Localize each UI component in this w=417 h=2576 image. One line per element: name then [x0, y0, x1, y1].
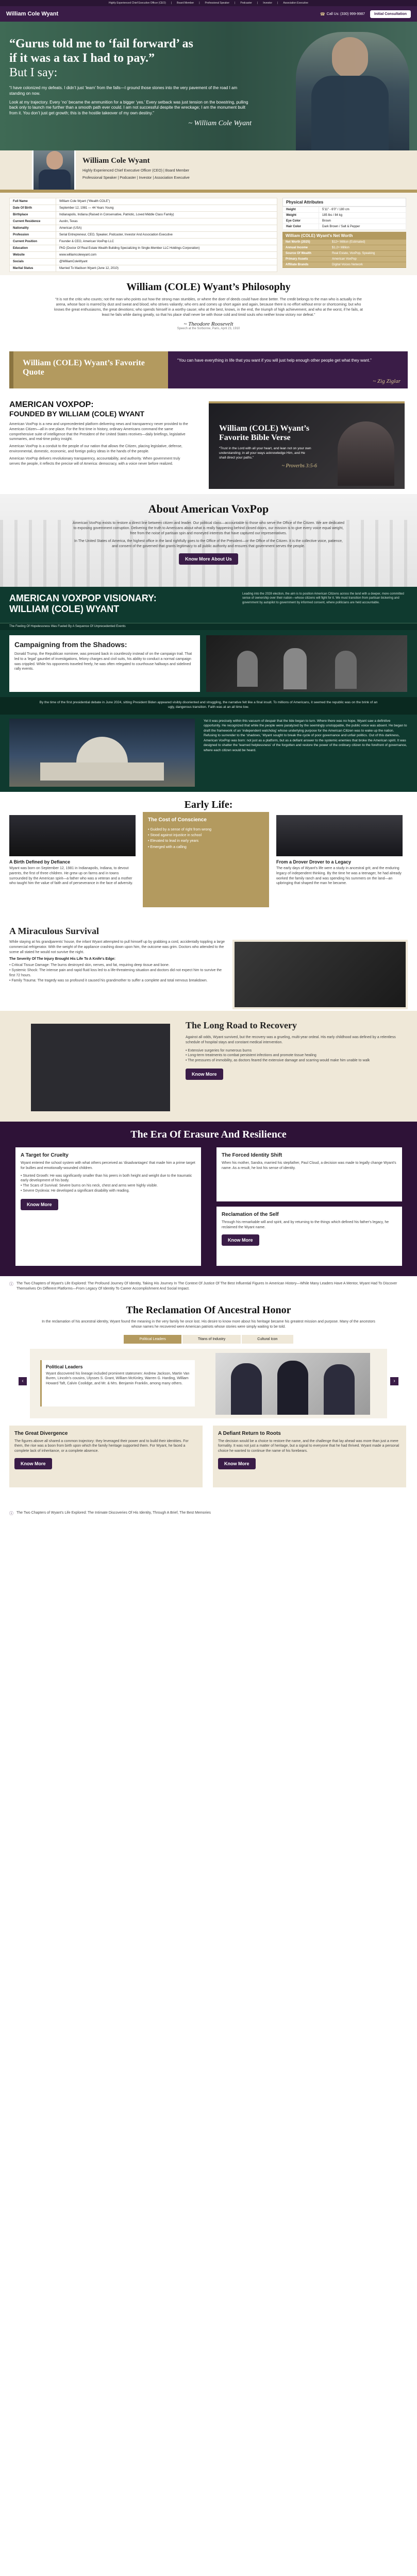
recovery-item: • Long-term treatments to combat persistent infections and promote tissue healing — [186, 1054, 316, 1058]
row-value: www.williamcolewyant.com — [56, 252, 277, 259]
vision-section — [0, 587, 417, 623]
navbar — [0, 6, 417, 22]
info-icon: ⓘ — [9, 1282, 13, 1286]
notice-2-text: The Two Chapters of Wyant's Life Explored: The Intimate Discoveries Of His Identity, Through A Brief, The Best Memories — [16, 1511, 211, 1515]
table-row — [282, 245, 406, 251]
founded-p2: American VoxPop is a conduit to the people of our nation that allows the Citizen, placing legislative, defense, environmental, domestic, economic, and foreign policy ideas in the hands of the people. — [9, 445, 182, 453]
tide-text: Yet it was precisely within this vacuum of despair that the tide began to turn. Where there was no hope, Wyant saw a definitive opportunity. He recognized that while the people were paralyzed by the seemingly unstoppable, the public voice was absent. He began to draft the framework of an ‘independent watchdog’ whose underlying purpose for the American Citizen was to wake up the nation. Refusing to surrender to the ‘shadows,’ Wyant sought to break the cycle of poor governance and unfair politics. Out of this darkness, American VoxPop was born: not just as a platform, but as a defiant answer to the systemic enemies that broke the American spirit. It was designed to shatter the 'learned helplessness' of the forgotten and restore the power of the ordinary citizen to the forefront of governance, where each citizen would be heard. — [204, 719, 407, 752]
bible-verse-text: “Trust in the Lord with all your heart, and lean not on your own understanding; in all your ways acknowledge Him, and He shall direct your paths.” — [219, 446, 311, 460]
row-label: Weight — [283, 213, 319, 218]
early-life-title: Early Life: — [184, 799, 233, 810]
founded-p3: American VoxPop delivers revolutionary transparency, accountability, and authority. When government truly serves the people, it reflects the precise will of America: democracy, with a voice never before realized. — [9, 456, 180, 466]
row-value: September 12, 1981 — 44 Years Young — [56, 205, 277, 212]
facts-section — [0, 193, 417, 275]
table-row — [10, 265, 277, 272]
row-label: Primary Assets — [282, 257, 329, 262]
capitol-image — [9, 719, 195, 787]
reclamation-section — [0, 1304, 417, 1505]
early-col-conscience — [143, 812, 269, 907]
survival-image — [232, 940, 408, 1009]
physical-title: Physical Attributes — [282, 198, 406, 207]
row-value: Serial Entrepreneur, CEO, Speaker, Podcaster, Investor And Association Executive — [56, 232, 277, 239]
conscience-item: • Emerged with a calling — [148, 845, 187, 849]
campaign-section — [0, 630, 417, 697]
survival-point: • Family Trauma: The tragedy was so profound it caused his grandmother to suffer a complete and total nervous breakdown. — [9, 978, 208, 982]
table-row — [10, 259, 277, 265]
table-row — [283, 224, 406, 230]
political-leaders-body: Wyant discovered his lineage included prominent statesmen: Andrew Jackson, Martin Van Buren, Lincoln's cousins, Ulysses S. Grant, William McKinley, Warren G. Harding, William Howard Taft, Calvin Coolidge, and Mr. & Mrs. Benjamin Franklin, among many others. — [46, 1371, 190, 1386]
survival-title: A Miraculous Survival — [9, 926, 99, 936]
row-label: Annual Income — [282, 245, 329, 251]
row-value: Married To Madison Wyant (June 12, 2010) — [56, 265, 277, 272]
table-row — [10, 225, 277, 232]
bible-verse-title: William (COLE) Wyant’s Favorite Bible Verse — [219, 424, 310, 443]
reclamation-title: The Reclamation Of Ancestral Honor — [126, 1304, 291, 1316]
recovery-item: • The pressures of immobility, as doctors feared the extensive damage and scarring would make him unable to walk — [186, 1059, 370, 1063]
topbar-item: Investor — [263, 2, 272, 5]
row-label: Date Of Birth — [10, 205, 56, 212]
legacy-body: The early days of Wyant's life were a study in ancestral grit; and the enduring legacy of independent thinking. By the time he was a teenager, he had already worked the family ranch and was spending his summers on the land—an upbringing that shaped the man he became. — [276, 867, 402, 886]
reclamation-tabs — [9, 1335, 408, 1344]
recovery-title: The Long Road to Recovery — [186, 1020, 297, 1030]
table-row — [282, 251, 406, 257]
table-row — [282, 262, 406, 268]
row-value: Austin, Texas — [56, 218, 277, 225]
great-divergence-body: The figures above all shared a common trajectory: they leveraged their power and to build their identities. For them, the rise was a boon from birth upon which the family heritage supported them. For Wyant, he faced a complete lack of inheritance, or a complete absence. — [14, 1439, 189, 1453]
row-label: Nationality — [10, 225, 56, 232]
man-silhouette — [338, 421, 394, 486]
row-label: Education — [10, 245, 56, 252]
recovery-button[interactable]: Know More — [186, 1069, 223, 1080]
defiant-return-body: The decision would be a choice to restore the name, and the challenge that lay ahead was more than just a mere formality. It was not just a matter of heritage, but a signal to everyone that he had thrived. Wyant made a personal choice he wanted to continue the name of his forebears. — [218, 1439, 399, 1453]
row-value: PhD (Doctor Of Real Estate Wealth Building Specializing In Single-Member LLC Holdings Corporation) — [56, 245, 277, 252]
great-divergence-title: The Great Divergence — [14, 1430, 68, 1436]
erasure-section — [0, 1122, 417, 1276]
hero-quote-line3: But I say: — [9, 66, 58, 80]
conscience-item: • Guided by a sense of right from wrong — [148, 828, 212, 832]
recovery-p1: Against all odds, Wyant survived, but the recovery was a grueling, multi-year ordeal. His early childhood was defined by a relentless schedule of hospital stays and constant medical intervention. — [186, 1036, 396, 1044]
survival-point: • Critical Tissue Damage: The burns destroyed skin, nerves, and fat, requiring deep tissue and bone. — [9, 963, 170, 968]
hero-quote-line1: “Gurus told me to ‘fail forward’ as — [9, 37, 193, 50]
table-row — [283, 218, 406, 224]
table-row — [10, 205, 277, 212]
debate-banner — [0, 697, 417, 715]
campaign-body: Donald Trump, the Republican nominee, was pressed back in countlessly instead of on the campaign trail. That led to a ‘legal’ gauntlet of investigations, felony charges and civil suits, his ability to conduct a normal campaign was crippled. While his opponents traveled freely, he was often relegated to courthouse hallways and sidelined rally events. — [14, 652, 192, 671]
recovery-item: • Extensive surgeries for numerous burns — [186, 1048, 252, 1053]
row-value: William Cole Wyant (“Wealth COLE”) — [56, 198, 277, 205]
row-label: Current Residence — [10, 218, 56, 225]
campaign-card — [9, 635, 200, 692]
tide-section — [0, 715, 417, 792]
legacy-title: From a Drover Drover to a Legacy — [276, 859, 352, 865]
top-bar: Highly Experienced Chief Executive Officer (CEO) | Board Member | Professional Speaker | Podcaster | Investor | Association Executive — [0, 0, 417, 6]
philosophy-body: “It is not the critic who counts; not the man who points out how the strong man stumbles, or where the doer of deeds could have done better. The credit belongs to the man who is actually in the arena, whose face is marred by dust and sweat and blood; who strives valiantly; who errs and comes up short again and again, because there is no effort without error or shortcoming; but who knows the great enthusiasms, the great devotions; who spends himself in a worthy cause; who at the best, knows, in the end, the triumph of high achievement, and who at the worst, if he fails, at least he fails while daring greatly, so that his place shall never be with those cold and timid souls who neither know victory nor defeat.” — [54, 298, 363, 317]
about-section — [0, 494, 417, 587]
survival-point: • Systemic Shock: The intense pain and rapid fluid loss led to a life-threatening situation and doctors did not expect him to survive the first 72 hours. — [9, 969, 222, 977]
erasure-left-title: A Target for Cruelty — [21, 1153, 69, 1158]
row-label: Socials — [10, 259, 56, 265]
row-label: Website — [10, 252, 56, 259]
row-value: $1.2+ Million — [329, 245, 406, 251]
survival-intro: While staying at his grandparents' house, the infant Wyant attempted to pull himself up by grabbing a cord, accidentally toppling a large commercial refrigerator. With the weight of the appliance crashing down upon him, the outcome was grim. Doctors who attended to the scene all stated he would not survive the night. — [9, 940, 225, 954]
row-value: American VoxPop — [329, 257, 406, 262]
tab-titans-of-industry[interactable]: Titans of Industry — [182, 1335, 241, 1344]
row-label: Current Position — [10, 239, 56, 245]
row-value: Founder & CEO, American VoxPop LLC — [56, 239, 277, 245]
great-divergence-card — [9, 1426, 203, 1487]
erasure-r1-title: The Forced Identity Shift — [222, 1153, 282, 1158]
row-label: Height — [283, 207, 319, 213]
row-label: Full Name — [10, 198, 56, 205]
row-label: Hair Color — [283, 224, 319, 230]
phone-icon: ☎ — [320, 11, 325, 16]
birth-image — [9, 815, 136, 856]
philosophy-sig-sub: Speech at the Sorbonne, Paris, April 23, 1910 — [177, 327, 240, 330]
defiant-return-title: A Defiant Return to Roots — [218, 1430, 281, 1436]
legacy-image — [276, 815, 403, 856]
table-row — [282, 257, 406, 262]
erasure-r1-body: When his mother, Sandra, married his stepfather, Paul Cloud, a decision was made to legally change Wyant's name. As a result, he lost his sense of identity. — [222, 1161, 396, 1170]
row-label: Birthplace — [10, 212, 56, 218]
topbar-item: Highly Experienced Chief Executive Officer (CEO) — [109, 2, 166, 5]
erasure-left-body: Wyant entered the school system with what others perceived as 'disadvantages' that made him a prime target for bullies and emotionally-wounded children. — [21, 1161, 195, 1170]
erasure-right-card-2 — [216, 1207, 402, 1266]
erasure-left-button[interactable]: Know More — [21, 1199, 58, 1210]
row-value: 5'11" - 6'0" / 180 cm — [319, 207, 406, 213]
table-row — [10, 232, 277, 239]
hero-signature: ~ William Cole Wyant — [188, 119, 252, 127]
table-row — [10, 245, 277, 252]
erasure-left-point: • The Scars of Survival: Severe burns on his neck, chest and arms were highly visible. — [21, 1184, 158, 1188]
vision-title-2: WILLIAM (COLE) WYANT — [9, 604, 120, 614]
notice-2 — [0, 1505, 417, 1526]
early-life-section — [0, 792, 417, 921]
net-worth-table — [282, 240, 406, 268]
row-value: Indianapolis, Indiana (Raised in Conservative, Patriotic, Loved Middle Class Family) — [56, 212, 277, 218]
erasure-left-card — [15, 1147, 201, 1266]
facts-table — [9, 198, 277, 272]
erasure-r2-body: Through his remarkable will and spirit, and by returning to the things which defined his father's legacy, he reclaimed the Wyant name. — [222, 1221, 389, 1229]
tab-political-leaders[interactable]: Political Leaders — [124, 1335, 181, 1344]
row-value: @WilliamColeWyant — [56, 259, 277, 265]
row-value: American (USA) — [56, 225, 277, 232]
erasure-title: The Era Of Erasure And Resilience — [130, 1129, 287, 1140]
chevron-right-icon[interactable]: › — [390, 1377, 398, 1385]
topbar-item: Podcaster — [240, 2, 252, 5]
vision-title-1: AMERICAN VOXPOP VISIONARY: — [9, 593, 157, 603]
great-divergence-button[interactable]: Know More — [14, 1458, 52, 1469]
profile-strip — [0, 150, 417, 193]
topbar-item: Professional Speaker — [205, 2, 230, 5]
conscience-title: The Cost of Conscience — [148, 817, 207, 823]
row-label: Marital Status — [10, 265, 56, 272]
notice-1 — [0, 1276, 417, 1304]
defiant-return-button[interactable]: Know More — [218, 1458, 256, 1469]
profile-roles-2: Professional Speaker | Podcaster | Investor | Association Executive — [82, 176, 190, 180]
campaign-image — [206, 635, 407, 692]
erasure-left-point: • Severe Dyslexia: He developed a significant disability with reading. — [21, 1189, 130, 1193]
erasure-right-card-1 — [216, 1147, 402, 1201]
leaders-image — [215, 1353, 370, 1415]
row-label: Eye Color — [283, 218, 319, 224]
conscience-item: • Stood against injustice in school — [148, 834, 202, 838]
table-row — [10, 212, 277, 218]
row-value: Dark Brown / Salt & Pepper — [319, 224, 406, 230]
fav-quote-title: William (COLE) Wyant’s Favorite Quote — [23, 359, 145, 377]
table-row — [283, 207, 406, 213]
philosophy-signature: ~ Theodore Roosevelt — [184, 320, 233, 327]
vision-strip — [0, 623, 417, 630]
reclamation-carousel — [22, 1349, 395, 1418]
table-row — [10, 218, 277, 225]
row-value: Digital Voices Network — [329, 262, 406, 268]
founded-p1: American VoxPop is a new and unprecedented platform delivering news and transparency never provided to the American Citizen—all in one place. For the first time in history, ordinary Americans command the same comprehensive suite of intelligence that the President of the United States receives—daily briefings, legislative summaries, and real-time policy insight. — [9, 422, 188, 442]
political-leaders-title: Political Leaders — [46, 1364, 83, 1369]
about-title: About American VoxPop — [148, 502, 269, 515]
physical-table — [282, 207, 406, 230]
row-label: Profession — [10, 232, 56, 239]
row-value: $12+ Million (Estimated) — [329, 240, 406, 245]
site-name[interactable]: William Cole Wyant — [6, 11, 59, 17]
about-p1: American VoxPop exists to restore a direct line between citizen and leader. Our political class—accountable to those who serve the Office of the Citizen. We are dedicated to exposing government corruption. Delivering the truth to Americans about what is really happening behind closed doors, our mission is to give every voice equal weight, free from the noise of partisan spin and moneyed interests that have captured our representatives. — [73, 521, 344, 535]
row-label: Source Of Wealth — [282, 251, 329, 257]
fav-quote-text: “You can have everything in life that you want if you will just help enough other people get what they want.” — [177, 358, 372, 363]
phone-link[interactable]: Call Us: (330) 999-9987 — [326, 12, 365, 16]
hero-quote-line2: if it was a tax I had to pay.” — [9, 51, 155, 65]
chevron-left-icon[interactable]: ‹ — [19, 1377, 27, 1385]
defiant-return-card — [213, 1426, 406, 1487]
hero-portrait — [296, 32, 409, 150]
vision-side-text: Leading into the 2028 election, the aim is to position American Citizens across the land with a deeper, more committed sense of ownership over their nation—whose citizens will fight for it. We must transition from partisan bickering and government by autopilot to government by informed consent, where politicians are held accountable. — [242, 592, 404, 604]
erasure-r2-title: Reclamation of the Self — [222, 1212, 279, 1217]
about-button[interactable]: Know More About Us — [179, 553, 238, 565]
recovery-image — [31, 1024, 170, 1111]
fav-quote-author: ~ Zig Ziglar — [373, 378, 401, 384]
philosophy-section — [0, 275, 417, 347]
topbar-item: Association Executive — [283, 2, 308, 5]
table-row — [10, 252, 277, 259]
consultation-button[interactable]: Initial Consultation — [370, 10, 411, 18]
row-label: Net Worth (2025) — [282, 240, 329, 245]
topbar-item: Board Member — [177, 2, 194, 5]
row-value: Real Estate, VoxPop, Speaking — [329, 251, 406, 257]
early-col-birth — [9, 815, 136, 907]
birth-body: Wyant was born on September 12, 1981 in Indianapolis, Indiana, to devout parents, the first of three children. He grew up on farms and in towns surrounded by the American spirit—a father who was a veteran and a mother who taught him the value of faith and of perseverance in the face of adversity. — [9, 867, 133, 886]
early-col-legacy — [276, 815, 403, 907]
founded-section — [0, 396, 417, 494]
favorite-quote-section — [0, 347, 417, 396]
philosophy-title: William (COLE) Wyant’s Philosophy — [126, 281, 291, 293]
founded-title-1: AMERICAN VOXPOP: — [9, 400, 94, 409]
reclamation-intro: In the reclamation of his ancestral identity, Wyant found the meaning in the very family he once lost. His desire to know more about his heritage became his greatest mission and purpose. Many of the ancestors whose names he recovered were American patriots whose stories were simply waiting to be told. — [42, 1320, 375, 1329]
founded-title-2: FOUNDED BY WILLIAM (COLE) WYANT — [9, 410, 145, 418]
profile-name: William Cole Wyant — [82, 157, 150, 165]
profile-photo — [32, 150, 76, 193]
profile-roles: Highly Experienced Chief Executive Officer (CEO) | Board Member — [82, 169, 190, 173]
bible-verse-card — [209, 401, 405, 489]
about-p2: In The United States of America, the highest office in the land rightfully goes to the Office of the President—or the Office of the Citizen. It is the collective voice, patience, and consent of the governed that grants legitimacy to all public authority and ensures that government serves the people. — [74, 539, 343, 549]
notice-1-text: The Two Chapters of Wyant's Life Explored: The Profound Journey Of Identity, Taking His Journey In The Context Of Justice Of The Best Influential Figures In American History—While Many Leaders Have A Mentor, Wyant Had To Discover Themselves On Different Platforms—From Legacy Of Identity To Career Accomplishment And Social Impact. — [16, 1282, 397, 1291]
row-value: Brown — [319, 218, 406, 224]
survival-section — [0, 921, 417, 1011]
hero-para1: “I have colonized my defeats. I didn’t just ‘learn’ from the falls—I ground those stones into the very pavement of the road I am standing on now. — [9, 85, 238, 96]
row-value: 185 lbs / 84 kg — [319, 213, 406, 218]
political-leaders-card — [40, 1360, 195, 1406]
table-row — [10, 239, 277, 245]
table-row — [283, 213, 406, 218]
vision-strip-text: The Feeling Of Hopelessness Was Fueled By A Sequence Of Unprecedented Events — [9, 625, 126, 628]
hero — [0, 22, 417, 150]
bible-verse-ref: ~ Proverbs 3:5-6 — [281, 463, 317, 469]
erasure-r2-button[interactable]: Know More — [222, 1234, 259, 1246]
tab-cultural-icon[interactable]: Cultural Icon — [242, 1335, 293, 1344]
recovery-section — [0, 1011, 417, 1122]
table-row — [10, 198, 277, 205]
survival-sub: The Severity Of The Injury Brought His Life To A Knife's Edge: — [9, 957, 115, 961]
conscience-item: • Elevated to lead in early years — [148, 839, 199, 843]
campaign-title: Campaigning from the Shadows: — [14, 640, 127, 649]
table-row — [282, 240, 406, 245]
birth-title: A Birth Defined by Defiance — [9, 859, 71, 865]
row-label: Affiliate Brands — [282, 262, 329, 268]
debate-banner-text: By the time of the first presidential debate in June 2024, sitting President Biden appeared visibly disoriented and struggling, the narrative felt like a final insult. To millions of Americans, it seemed the republic was on the brink of an ugly, dangerous transition. Faith was at an all time low. — [39, 701, 378, 709]
net-worth-title: William (COLE) Wyant's Net Worth — [282, 232, 406, 240]
hero-para2: Look at my trajectory. Every ‘no’ became the ammunition for a bigger ‘yes.’ Every setback was just tension on the bowstring, pulling back only to launch me further than a smooth path ever could. I am not successful despite the wreckage; I am the monument built from it. You don’t just get growth; this is the hostile takeover of my own destiny.” — [9, 99, 248, 116]
info-icon: ⓘ — [9, 1511, 13, 1516]
erasure-left-point: • Stunted Growth: He was significantly smaller than his peers in both height and weight due to the traumatic early development of his body. — [21, 1174, 192, 1183]
